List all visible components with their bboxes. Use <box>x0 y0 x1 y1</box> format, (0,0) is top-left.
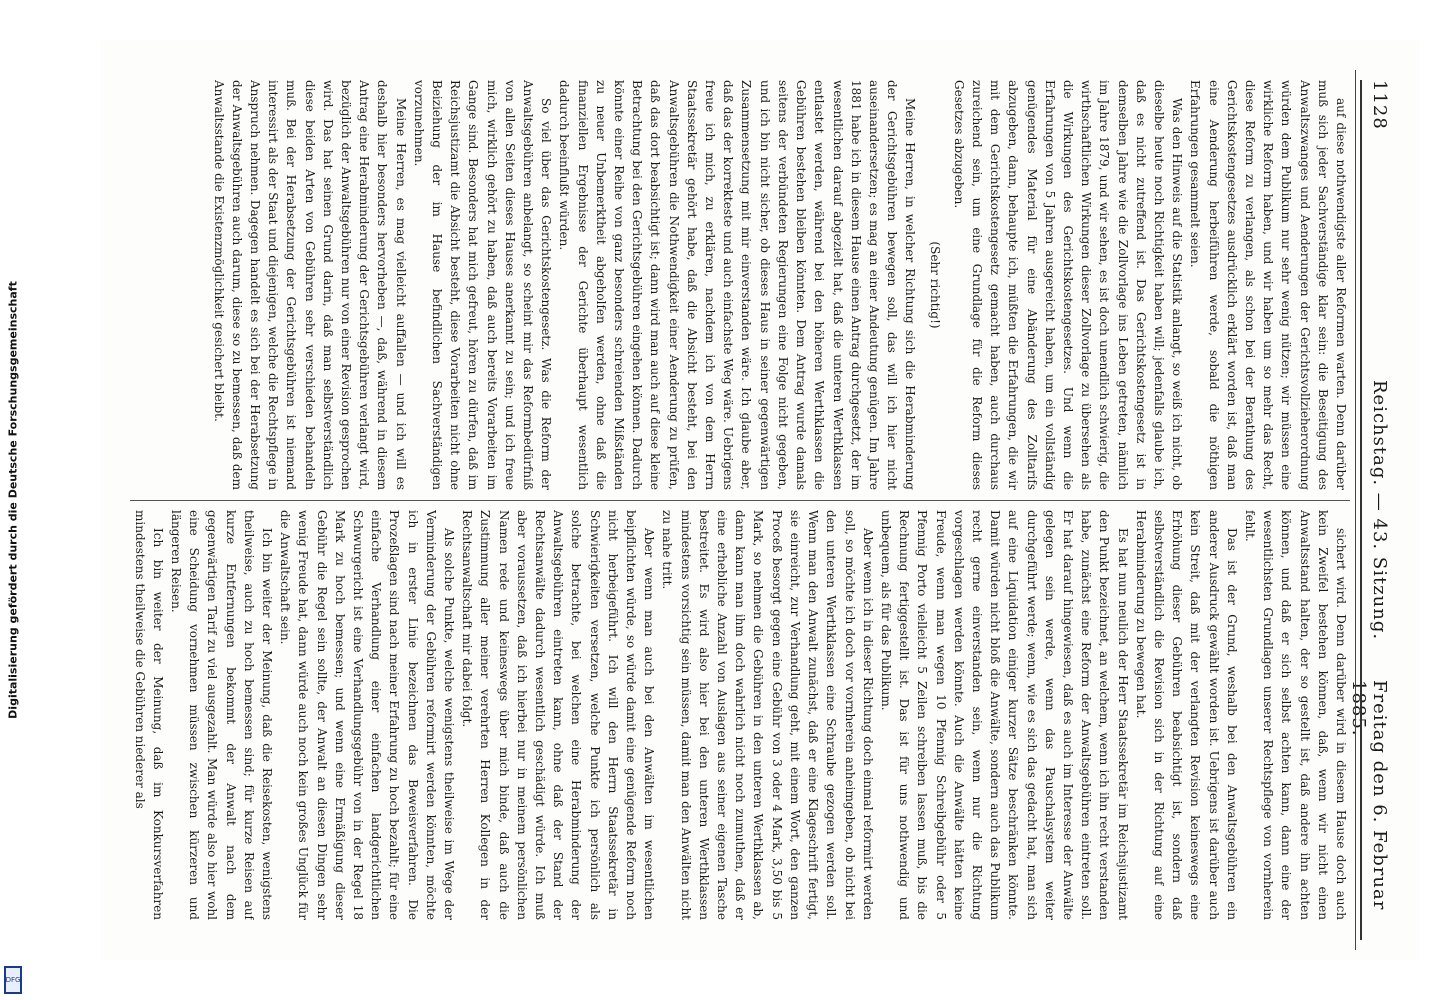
page-header <box>1348 80 1396 940</box>
paragraph: So viel über das Gerichtskostengesetz. Was die Reform der Anwaltsgebühren anbelangt, so scheint mir das Reformbedürfniß von allen Seiten dieses Hauses anerkannt zu sein; und ich freue mich, wirklich gehört zu haben, daß auch bereits Vorarbeiten im Gange sind. Besonders hat mich gefreut, hören zu dürfen, daß im Reichsjustizamt die Absicht besteht, diese Vorarbeiten nicht ohne Beiziehung der im Hause befindlichen Sachverständigen vorzunehmen. <box>411 80 554 490</box>
right-column <box>130 510 1350 920</box>
paragraph: auf diese nothwendigste aller Reformen warten. Denn darüber muß sich jeder Sachverständige klar sein: die Beseitigung des Anwaltszwanges und Aenderungen der Gerichtsvollzieherordnung würden dem Publikum nur sehr wenig nützen; wir müssen eine wirkliche Reform haben, und wir haben um so mehr das Recht, diese Reform zu verlangen, als schon bei der Berathung des Gerichtskostengesetzes ausdrücklich erklärt worden ist, daß man eine Aenderung herbeiführen werde, sobald die nöthigen Erfahrungen gesammelt seien. <box>1188 80 1348 490</box>
paragraph: Meine Herren, es mag vielleicht auffallen — und ich will es deshalb hier besonders hervorheben —, daß, während in diesem Antrag eine Herabminderung der Gerichtsgebühren verlangt wird, bezüglich der Anwaltsgebühren nur von einer Revision gesprochen wird. Das hat seinen Grund darin, daß man selbstverständlich diese beiden Arten von Gebühren sehr verschieden behandeln muß. Bei der Herabsetzung der Gerichtsgebühren ist niemand interessirt als der Staat und diejenigen, welche die Rechtspflege in Anspruch nehmen. Dagegen handelt es sich bei der Herabsetzung der Anwaltsgebühren auch darum, diese so zu bemessen, daß dem Anwaltsstande die Existenzmöglichkeit gesichert bleibt. <box>211 80 408 490</box>
paragraph: Als solche Punkte, welche wenigstens theilweise im Wege der Verminderung der Gebühren reformirt werden könnten, möchte ich in erster Linie bezeichnen das Beweisverfahren. Die Prozeßlagen sind nach meiner Erfahrung zu hoch bezahlt; für eine einfache Verhandlung einer einfachen landgerichtlichen Schwurgericht ist eine Verhandlungsgebühr von in der Regel 18 Mark zu hoch bemessen; und wenn eine Ermäßigung dieser Gebühr die Regel sein sollte, der Anwalt an diesen Dingen sehr wenig Freude hat, dann würde auch noch kein großes Unglück für die Anwaltschaft sein. <box>278 510 457 920</box>
digitization-credit-strip <box>0 0 26 1000</box>
page-number: 1128 <box>1369 80 1390 130</box>
column-top-rule <box>1355 70 1356 950</box>
scanned-page <box>100 40 1420 960</box>
paragraph: Aber wenn ich in dieser Richtung doch einmal reformirt werden soll, so möchte ich doch vor vornherein anheimgeben, ob nicht bei den unteren Werthklassen eine Schraube gezogen werden soll. Wenn man den Anwalt zunächst, daß er eine Klageschrift fertigt, sie einreicht, zur Verhandlung geht, mit einem Wort, den ganzen Proceß besorgt gegen eine Gebühr von 3 oder 4 Mark, 3,50 bis 5 Mark, so nehmen die Gebühren in den unteren Werthklassen ab, dann kann man ihm doch wahrlich nicht noch zumuthen, daß er eine erhebliche Anzahl von Auslagen aus seiner eigenen Tasche bestreitet. Es wird also hier bei den unteren Werthklassen mindestens vorsichtig sein müssen, damit man den Anwälten nicht zu nahe tritt. <box>660 510 875 920</box>
paragraph: Ich bin weiter der Meinung, daß im Konkursverfahren mindestens theilweise die Gebühren niederer als <box>132 510 165 920</box>
running-head: Reichstag. — 43. Sitzung. <box>1369 380 1390 641</box>
rotated-page-content <box>100 40 1420 960</box>
paragraph: Aber wenn man auch bei den Anwälten im wesentlichen beipflichten würde, so würde damit eine genügende Reform noch nicht herbeigeführt. Ich will den Herrn Staatssekretär in Schwierigkeiten versetzen, welche Punkte ich persönlich als solche betrachte, bei welchen eine Herabminderung der Anwaltsgebühren eintreten kann, ohne daß der Stand der Rechtsanwälte dadurch wesentlich geschädigt würde. Ich muß aber voraussetzen, daß ich hierbei nur in meinem persönlichen Namen rede und keineswegs über mich binde, daß auch die Zustimmung aller meiner verehrten Herren Kollegen in der Rechtsanwaltschaft mir dabei folgt. <box>460 510 657 920</box>
session-date: Freitag den 6. Februar 1885. <box>1348 680 1390 911</box>
paragraph: Ich bin weiter der Meinung, daß die Reisekosten, wenigstens theilweise, auch zu hoch bemessen sind; für kurze Reisen auf kurze Entfernungen bekommt der Anwalt nach dem gegenwärtigen Tarif zu viel ausgezahlt. Man würde also hier wohl eine Scheidung vornehmen müssen zwischen kürzeren und längeren Reisen. <box>169 510 275 920</box>
paragraph: Was den Hinweis auf die Statistik anlangt, so weiß ich nicht, ob dieselbe heute noch Richtigkeit haben will; jedenfalls glaube ich, daß es nicht zutreffend ist. Das Gerichtskostengesetz ist in demselben Jahre wie die Zollvorlage ins Leben getreten, nämlich im Jahre 1879, und wir sehen, es ist doch unendlich schwierig, die wirthschaftlichen Wirkungen dieser Zollvorlage zu übersehen als die Wirkungen des Gerichtskostengesetzes. Und wenn die Erfahrungen von 5 Jahren ausgereicht haben, um ein vollständig genügendes Material für eine Abänderung des Zolltarifs abzugeben, dann, behaupte ich, müßten die Erfahrungen, die wir mit dem Gerichtskostengesetz gemacht haben, auch durchaus zureichend sein, um eine Grundlage für die Reform dieses Gesetzes abzugeben. <box>951 80 1185 490</box>
paragraph: Das ist der Grund, weshalb bei den Anwaltsgebühren ein anderer Ausdruck gewählt worden ist. Uebrigens ist darüber auch kein Streit, daß mit der verlangten Revision keineswegs eine Erhöhung dieser Gebühren beabsichtigt ist, sondern daß selbstverständlich die Revision sich in der Richtung auf eine Herabminderung zu bewegen hat. <box>1133 510 1239 920</box>
column-divider <box>130 500 1350 501</box>
paragraph: sichert wird. Denn darüber wird in diesem Hause doch auch kein Zweifel bestehen können, daß, wenn wir nicht einen Anwaltsstand halten, der so gestellt ist, daß andere ihn achten können, und daß er sich selbst achten kann, dann eine der wesentlichsten Grundlagen unserer Rechtspflege von vornherein fehlt. <box>1242 510 1348 920</box>
applause-note: (Sehr richtig!) <box>927 241 942 329</box>
left-column <box>130 80 1350 490</box>
paragraph: Meine Herren, in welcher Richtung sich die Herabminderung der Gerichtsgebühren bewegen soll, das will ich hier nicht auseinandersetzen; es mag an einer Andeutung genügen. Im Jahre 1881 habe ich in diesem Hause einen Antrag durchgesetzt, der im wesentlichen darauf abgezielt hat, daß die unteren Werthklassen entlastet werden, während bei den höheren Werthklassen die Gebühren bestehen bleiben könnten. Dem Antrag wurde damals seitens der verbündeten Regierungen eine Folge nicht gegeben, und ich bin nicht sicher, ob dieses Haus in seiner gegenwärtigen Zusammensetzung mit mir einverstanden wäre. Ich glaube aber, daß das der korrekteste und auch einfachste Weg wäre. Uebrigens freue ich mich, zu erklären, nachdem ich von dem Herrn Staatssekretär gehört habe, daß die Absicht besteht, bei den Anwaltsgebühren die Nothwendigkeit einer Aenderung zu prüfen, daß das dort beabsichtigt ist; dann wird man auch auf diese kleine Betrachtung bei den Gerichtsgebühren eingehen können. Dadurch könnte einer Reihe von ganz besonders schreienden Mißständen zu neuer Unbemerktheit abgeholfen werden, ohne daß die finanziellen Ergebnisse der Gerichte überhaupt wesentlich dadurch beeinflußt würden. <box>557 80 918 490</box>
paragraph: Es hat nun neulich der Herr Staatssekretär im Reichsjustizamt den Punkt bezeichnet, an welchem, wenn ich ihn recht verstanden habe, zunächst eine Reform der Anwaltsgebühren eintreten soll. Er hat darauf hingewiesen, daß es auch im Interesse der Anwälte gelegen sein werde, wenn das Pauschalsystem weiter durchgeführt werde; wenn, wie es sich das gedacht hat, man sich auf eine Liquidation einiger kurzer Sätze beschränken könnte. Damit würden nicht bloß die Anwälte, sondern auch das Publikum recht gerne einverstanden sein, wenn nur die Richtung vorgeschlagen werden könnte. Auch die Anwälte hätten keine Freude, wenn man wegen 10 Pfennig Schreibgebühr oder 5 Pfennig Porto vielleicht 5 Zeilen schreiben lassen muß, bis die Rechnung fertiggestellt ist. Das ist für uns nothwendig und unbequem, als für das Publikum. <box>878 510 1130 920</box>
header-rule <box>1360 80 1362 940</box>
digitization-credit-text: Digitalisierung gefördert durch die Deutsche Forschungsgemeinschaft <box>6 281 20 719</box>
dfg-logo: DFG <box>4 966 22 994</box>
